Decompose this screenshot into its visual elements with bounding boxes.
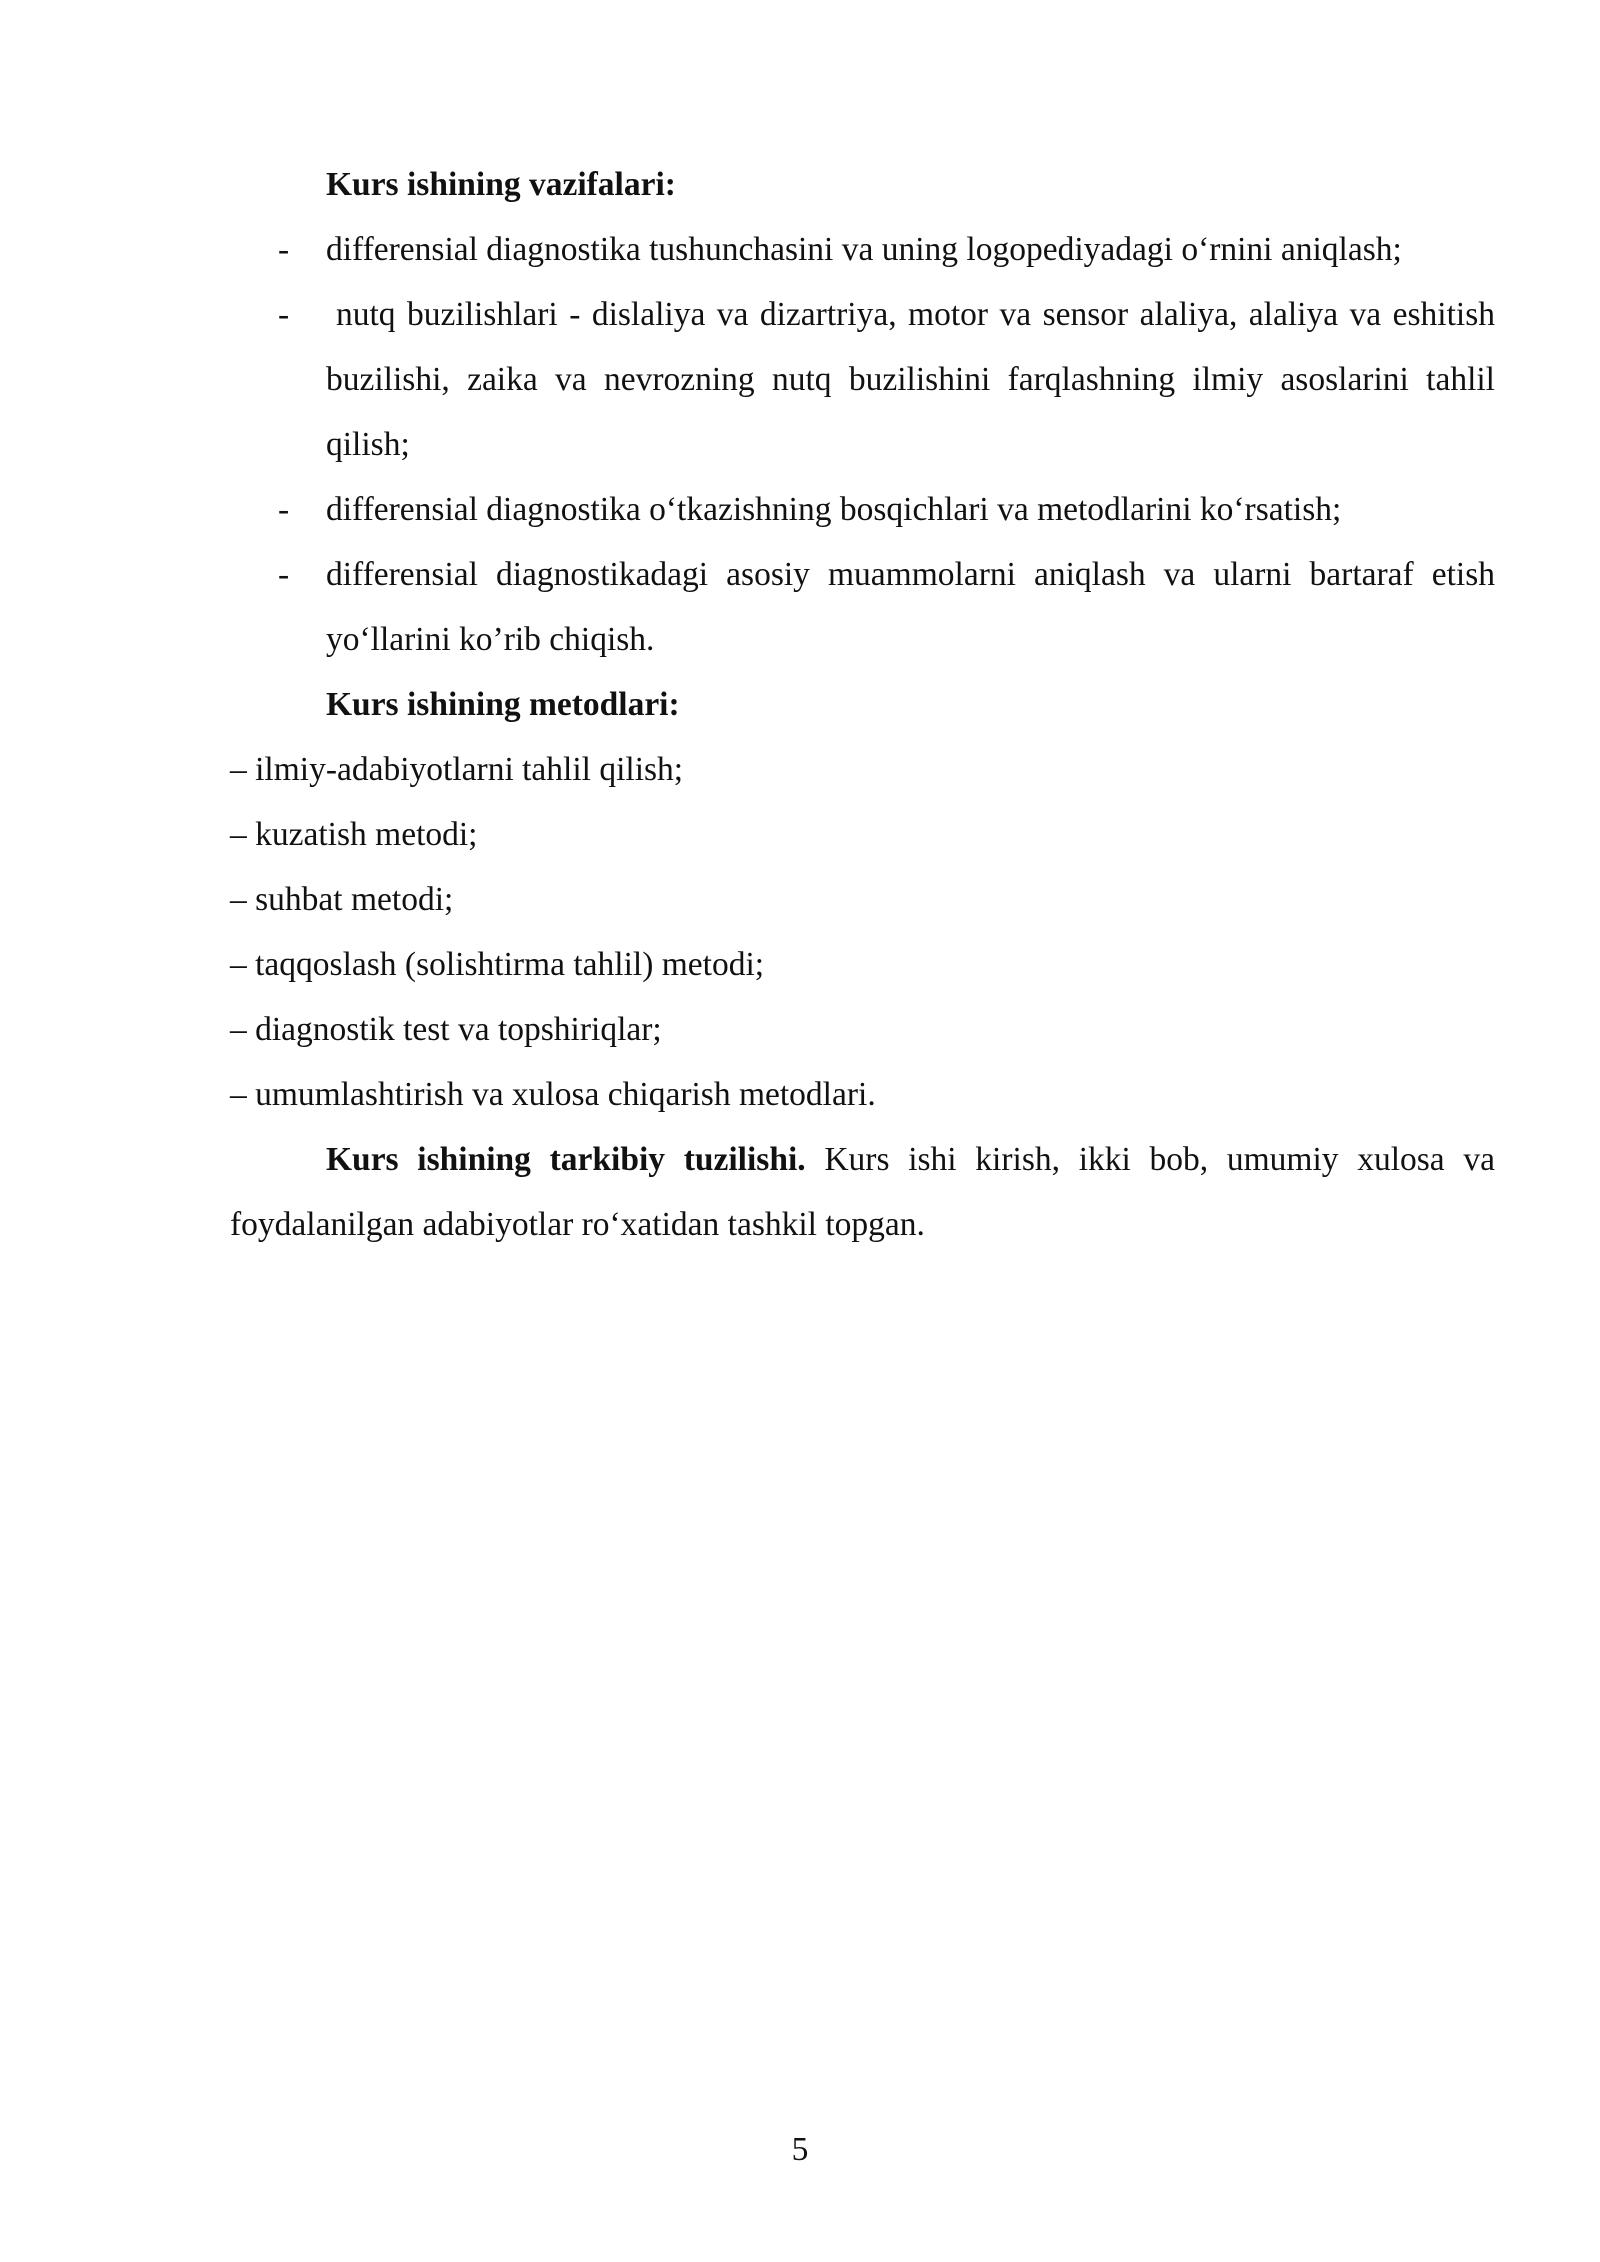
methods-heading-text: Kurs ishining metodlari: (326, 686, 680, 723)
task-text: differensial diagnostikadagi asosiy muammolarni aniqlash va ularni bartaraf etish yo‘llarini ko’rib chiqish. (326, 556, 1495, 658)
method-item: – diagnostik test va topshiriqlar; (230, 1011, 662, 1048)
page-content (230, 152, 1495, 1257)
method-item: – suhbat metodi; (230, 881, 454, 918)
method-item: – kuzatish metodi; (230, 816, 478, 853)
method-item: – taqqoslash (solishtirma tahlil) metodi; (230, 946, 765, 983)
task-marker: - (278, 296, 290, 333)
method-item: – umumlashtirish va xulosa chiqarish metodlari. (230, 1076, 876, 1113)
methods-heading (230, 672, 1495, 737)
tasks-heading (230, 152, 1495, 217)
methods-list (230, 737, 1495, 1127)
task-text: nutq buzilishlari - dislaliya va dizartriya, motor va sensor alaliya, alaliya va eshitish buzilishi, zaika va nevrozning nutq buzilishini farqlashning ilmiy asoslarini tahlil qilish; (326, 296, 1495, 463)
page-number: 5 (791, 2131, 809, 2168)
structure-heading: Kurs ishining tarkibiy tuzilishi. (326, 1141, 806, 1178)
task-text: differensial diagnostika tushunchasini va uning logopediyadagi o‘rnini aniqlash; (326, 231, 1402, 268)
tasks-list (230, 217, 1495, 672)
task-text: differensial diagnostika o‘tkazishning bosqichlari va metodlarini ko‘rsatish; (326, 491, 1342, 528)
method-item: – ilmiy-adabiyotlarni tahlil qilish; (230, 751, 684, 788)
structure-paragraph (230, 1127, 1495, 1257)
task-marker: - (278, 491, 290, 528)
structure-text: Kurs ishi kirish, ikki bob, umumiy xulosa va foydalanilgan adabiyotlar ro‘xatidan tashkil topgan. (230, 1141, 1496, 1243)
tasks-heading-text: Kurs ishining vazifalari: (326, 166, 676, 203)
task-item (230, 282, 1495, 477)
task-marker: - (278, 231, 290, 268)
task-item (230, 217, 1495, 282)
task-item (230, 542, 1495, 672)
task-item (230, 477, 1495, 542)
task-marker: - (278, 556, 290, 593)
